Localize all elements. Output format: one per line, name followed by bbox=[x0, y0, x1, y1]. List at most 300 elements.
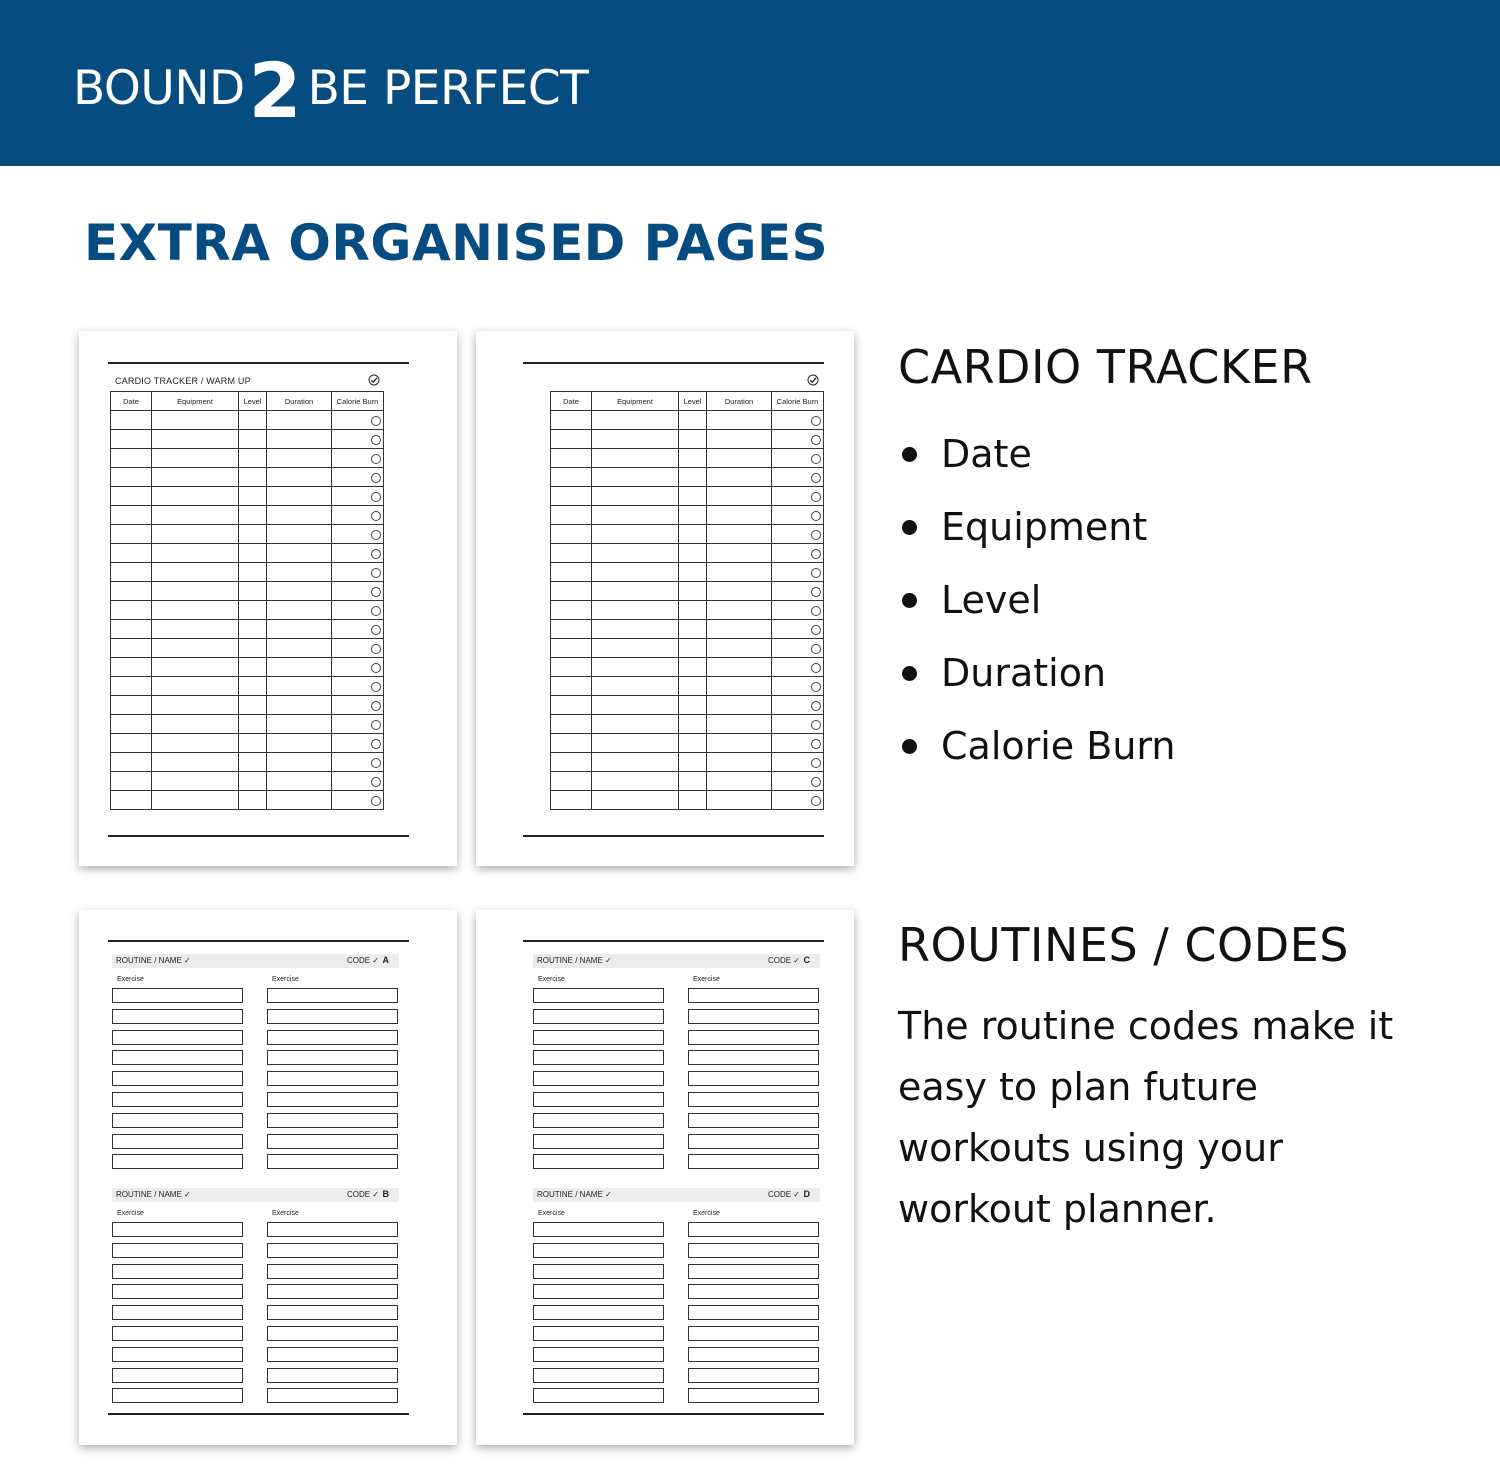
table-cell bbox=[332, 791, 384, 810]
table-cell bbox=[152, 715, 239, 734]
table-cell bbox=[239, 715, 267, 734]
table-cell bbox=[267, 525, 332, 544]
table-cell bbox=[111, 563, 152, 582]
top-rule bbox=[108, 362, 409, 364]
brand-word-left: BOUND bbox=[73, 61, 245, 116]
table-cell bbox=[679, 468, 707, 487]
table-cell bbox=[551, 563, 592, 582]
table-cell bbox=[152, 487, 239, 506]
table-cell bbox=[592, 582, 679, 601]
table-cell bbox=[111, 582, 152, 601]
exercise-box bbox=[112, 1347, 243, 1362]
table-row bbox=[551, 791, 824, 810]
table-row bbox=[551, 544, 824, 563]
table-cell bbox=[679, 696, 707, 715]
table-cell bbox=[111, 772, 152, 791]
exercise-box bbox=[112, 1243, 243, 1258]
checkbox-circle-icon bbox=[371, 511, 381, 521]
table-cell bbox=[551, 734, 592, 753]
routine-code-letter: B bbox=[382, 1189, 389, 1199]
table-cell bbox=[332, 468, 384, 487]
routine-code-label: CODE ✓ bbox=[767, 1190, 800, 1199]
table-cell bbox=[679, 449, 707, 468]
exercise-box bbox=[112, 1368, 243, 1383]
table-cell bbox=[239, 525, 267, 544]
exercise-box bbox=[267, 1222, 398, 1237]
feature-item: Level bbox=[900, 564, 1175, 637]
exercise-label: Exercise bbox=[272, 976, 299, 983]
exercise-box bbox=[112, 1305, 243, 1320]
exercise-label: Exercise bbox=[117, 976, 144, 983]
exercise-box bbox=[267, 1030, 398, 1045]
table-cell bbox=[111, 715, 152, 734]
routine-name-label: ROUTINE / NAME ✓ bbox=[537, 1190, 612, 1199]
cardio-table bbox=[550, 391, 824, 810]
table-row bbox=[111, 563, 384, 582]
table-cell bbox=[111, 411, 152, 430]
table-cell bbox=[267, 430, 332, 449]
checkbox-circle-icon bbox=[811, 454, 821, 464]
column-header: Level bbox=[239, 392, 267, 411]
table-row bbox=[111, 696, 384, 715]
table-cell bbox=[772, 430, 824, 449]
table-cell bbox=[332, 734, 384, 753]
exercise-box bbox=[533, 1222, 664, 1237]
routine-code-letter: C bbox=[803, 955, 810, 965]
table-cell bbox=[332, 753, 384, 772]
table-cell bbox=[152, 601, 239, 620]
checkbox-circle-icon bbox=[811, 644, 821, 654]
table-cell bbox=[332, 525, 384, 544]
table-row bbox=[111, 734, 384, 753]
checkbox-circle-icon bbox=[371, 606, 381, 616]
table-cell bbox=[592, 753, 679, 772]
brand-word-right: BE PERFECT bbox=[307, 61, 589, 116]
checkbox-circle-icon bbox=[371, 454, 381, 464]
table-cell bbox=[772, 620, 824, 639]
table-cell bbox=[592, 658, 679, 677]
table-cell bbox=[707, 525, 772, 544]
table-cell bbox=[152, 753, 239, 772]
table-cell bbox=[267, 639, 332, 658]
exercise-box bbox=[112, 1284, 243, 1299]
table-cell bbox=[772, 582, 824, 601]
table-cell bbox=[152, 696, 239, 715]
description-line: workouts using your bbox=[898, 1126, 1283, 1170]
exercise-box bbox=[688, 1326, 819, 1341]
table-row bbox=[551, 658, 824, 677]
table-cell bbox=[332, 601, 384, 620]
table-cell bbox=[267, 487, 332, 506]
checkbox-circle-icon bbox=[811, 587, 821, 597]
table-cell bbox=[592, 411, 679, 430]
table-cell bbox=[332, 715, 384, 734]
exercise-box bbox=[688, 1134, 819, 1149]
table-cell bbox=[152, 677, 239, 696]
exercise-box bbox=[688, 1113, 819, 1128]
table-row bbox=[111, 449, 384, 468]
table-cell bbox=[679, 734, 707, 753]
table-cell bbox=[239, 449, 267, 468]
table-cell bbox=[239, 677, 267, 696]
table-cell bbox=[551, 487, 592, 506]
table-row bbox=[111, 544, 384, 563]
exercise-label: Exercise bbox=[272, 1210, 299, 1217]
table-cell bbox=[707, 601, 772, 620]
table-cell bbox=[551, 468, 592, 487]
table-cell bbox=[707, 506, 772, 525]
exercise-box bbox=[688, 1347, 819, 1362]
table-cell bbox=[679, 506, 707, 525]
table-cell bbox=[707, 772, 772, 791]
exercise-box bbox=[533, 1368, 664, 1383]
exercise-box bbox=[688, 1368, 819, 1383]
checkbox-circle-icon bbox=[371, 492, 381, 502]
table-cell bbox=[551, 582, 592, 601]
checkbox-circle-icon bbox=[811, 720, 821, 730]
table-cell bbox=[332, 620, 384, 639]
table-cell bbox=[772, 506, 824, 525]
exercise-box bbox=[533, 1009, 664, 1024]
table-row bbox=[111, 487, 384, 506]
checkbox-circle-icon bbox=[811, 682, 821, 692]
column-header: Date bbox=[111, 392, 152, 411]
table-cell bbox=[332, 677, 384, 696]
header-band bbox=[0, 0, 1500, 166]
table-cell bbox=[267, 696, 332, 715]
table-cell bbox=[152, 582, 239, 601]
table-cell bbox=[592, 525, 679, 544]
table-cell bbox=[332, 563, 384, 582]
table-cell bbox=[772, 791, 824, 810]
table-cell bbox=[707, 734, 772, 753]
exercise-box bbox=[112, 1154, 243, 1169]
exercise-box bbox=[112, 1264, 243, 1279]
exercise-box bbox=[688, 1050, 819, 1065]
exercise-box bbox=[267, 1154, 398, 1169]
table-row bbox=[111, 753, 384, 772]
table-cell bbox=[267, 734, 332, 753]
table-row bbox=[111, 715, 384, 734]
cardio-table-body bbox=[111, 411, 384, 810]
table-cell bbox=[679, 639, 707, 658]
table-cell bbox=[239, 734, 267, 753]
table-cell bbox=[267, 658, 332, 677]
table-row bbox=[551, 620, 824, 639]
table-cell bbox=[111, 734, 152, 753]
exercise-box bbox=[533, 1030, 664, 1045]
exercise-box bbox=[533, 1154, 664, 1169]
table-cell bbox=[111, 658, 152, 677]
table-cell bbox=[707, 791, 772, 810]
table-cell bbox=[679, 411, 707, 430]
top-rule bbox=[523, 362, 824, 364]
exercise-box bbox=[112, 1326, 243, 1341]
exercise-box bbox=[112, 988, 243, 1003]
exercise-label: Exercise bbox=[538, 1210, 565, 1217]
cardio-table-body bbox=[551, 411, 824, 810]
checkbox-circle-icon bbox=[811, 796, 821, 806]
exercise-box bbox=[267, 1368, 398, 1383]
table-cell bbox=[679, 677, 707, 696]
table-cell bbox=[679, 544, 707, 563]
table-cell bbox=[772, 677, 824, 696]
table-cell bbox=[772, 772, 824, 791]
table-cell bbox=[152, 772, 239, 791]
table-cell bbox=[111, 601, 152, 620]
table-cell bbox=[267, 449, 332, 468]
table-cell bbox=[111, 487, 152, 506]
table-cell bbox=[551, 449, 592, 468]
table-cell bbox=[772, 487, 824, 506]
table-cell bbox=[707, 468, 772, 487]
table-cell bbox=[707, 487, 772, 506]
cardio-sheet-title: CARDIO TRACKER / WARM UP bbox=[115, 376, 251, 386]
exercise-box bbox=[533, 1243, 664, 1258]
exercise-box bbox=[112, 1388, 243, 1403]
table-cell bbox=[332, 544, 384, 563]
table-cell bbox=[707, 544, 772, 563]
checkbox-circle-icon bbox=[811, 701, 821, 711]
table-cell bbox=[111, 525, 152, 544]
table-cell bbox=[239, 620, 267, 639]
exercise-box bbox=[267, 1071, 398, 1086]
table-cell bbox=[152, 525, 239, 544]
table-cell bbox=[239, 506, 267, 525]
table-cell bbox=[707, 411, 772, 430]
bottom-rule bbox=[523, 1413, 824, 1415]
bottom-rule bbox=[523, 835, 824, 837]
table-cell bbox=[707, 582, 772, 601]
exercise-box bbox=[267, 1092, 398, 1107]
feature-item: Calorie Burn bbox=[900, 710, 1175, 783]
routine-name-label: ROUTINE / NAME ✓ bbox=[537, 956, 612, 965]
table-cell bbox=[111, 430, 152, 449]
checkbox-circle-icon bbox=[811, 511, 821, 521]
checkbox-circle-icon bbox=[371, 720, 381, 730]
table-row bbox=[111, 620, 384, 639]
table-cell bbox=[332, 658, 384, 677]
bottom-rule bbox=[108, 835, 409, 837]
exercise-box bbox=[533, 1305, 664, 1320]
checkbox-circle-icon bbox=[371, 739, 381, 749]
table-cell bbox=[551, 658, 592, 677]
exercise-box bbox=[267, 1243, 398, 1258]
table-row bbox=[551, 715, 824, 734]
routine-sheet-right bbox=[476, 910, 854, 1445]
table-cell bbox=[551, 772, 592, 791]
exercise-box bbox=[533, 988, 664, 1003]
table-row bbox=[111, 601, 384, 620]
table-cell bbox=[551, 620, 592, 639]
table-row bbox=[551, 639, 824, 658]
table-row bbox=[551, 506, 824, 525]
checkbox-circle-icon bbox=[811, 473, 821, 483]
table-row bbox=[551, 411, 824, 430]
routine-code-letter: A bbox=[382, 955, 389, 965]
checkbox-circle-icon bbox=[371, 758, 381, 768]
column-header: Calorie Burn bbox=[772, 392, 824, 411]
description-line: The routine codes make it bbox=[898, 1004, 1394, 1048]
exercise-box bbox=[267, 1284, 398, 1299]
table-row bbox=[551, 563, 824, 582]
routines-feature-heading: ROUTINES / CODES bbox=[898, 918, 1349, 972]
exercise-box bbox=[533, 1113, 664, 1128]
table-cell bbox=[772, 544, 824, 563]
table-row bbox=[111, 430, 384, 449]
top-rule bbox=[523, 940, 824, 942]
table-cell bbox=[592, 563, 679, 582]
table-row bbox=[551, 487, 824, 506]
exercise-box bbox=[112, 1092, 243, 1107]
exercise-box bbox=[533, 1264, 664, 1279]
table-cell bbox=[592, 696, 679, 715]
brand-logo bbox=[73, 46, 589, 135]
exercise-box bbox=[267, 1388, 398, 1403]
checkbox-circle-icon bbox=[811, 416, 821, 426]
table-cell bbox=[551, 696, 592, 715]
table-cell bbox=[772, 468, 824, 487]
table-cell bbox=[152, 658, 239, 677]
routine-header-bar bbox=[112, 954, 399, 968]
table-cell bbox=[592, 487, 679, 506]
table-cell bbox=[679, 582, 707, 601]
exercise-label: Exercise bbox=[693, 976, 720, 983]
table-cell bbox=[551, 791, 592, 810]
checkbox-circle-icon bbox=[811, 492, 821, 502]
table-cell bbox=[239, 411, 267, 430]
table-cell bbox=[772, 715, 824, 734]
checkbox-circle-icon bbox=[811, 435, 821, 445]
checkbox-circle-icon bbox=[371, 777, 381, 787]
table-cell bbox=[592, 620, 679, 639]
table-cell bbox=[551, 411, 592, 430]
table-cell bbox=[551, 506, 592, 525]
table-cell bbox=[267, 563, 332, 582]
checkbox-circle-icon bbox=[371, 530, 381, 540]
table-cell bbox=[551, 430, 592, 449]
table-cell bbox=[332, 696, 384, 715]
table-cell bbox=[707, 620, 772, 639]
description-line: workout planner. bbox=[898, 1187, 1217, 1231]
table-row bbox=[111, 658, 384, 677]
table-cell bbox=[267, 753, 332, 772]
checkbox-circle-icon bbox=[811, 777, 821, 787]
table-row bbox=[111, 791, 384, 810]
exercise-label: Exercise bbox=[538, 976, 565, 983]
table-cell bbox=[332, 411, 384, 430]
table-cell bbox=[551, 639, 592, 658]
table-row bbox=[551, 601, 824, 620]
routine-code-letter: D bbox=[803, 1189, 810, 1199]
table-cell bbox=[267, 468, 332, 487]
table-cell bbox=[332, 430, 384, 449]
table-cell bbox=[551, 601, 592, 620]
exercise-box bbox=[688, 1264, 819, 1279]
table-cell bbox=[267, 620, 332, 639]
table-cell bbox=[152, 639, 239, 658]
exercise-box bbox=[688, 1305, 819, 1320]
table-cell bbox=[152, 506, 239, 525]
table-cell bbox=[679, 753, 707, 772]
column-header: Equipment bbox=[592, 392, 679, 411]
exercise-box bbox=[267, 1134, 398, 1149]
checkbox-circle-icon bbox=[811, 625, 821, 635]
table-cell bbox=[239, 582, 267, 601]
routines-feature-description bbox=[898, 996, 1458, 1240]
section-title: EXTRA ORGANISED PAGES bbox=[84, 214, 829, 272]
table-cell bbox=[772, 658, 824, 677]
table-cell bbox=[551, 525, 592, 544]
table-cell bbox=[707, 658, 772, 677]
table-cell bbox=[152, 620, 239, 639]
table-cell bbox=[679, 620, 707, 639]
checkbox-circle-icon bbox=[811, 549, 821, 559]
checkbox-circle-icon bbox=[811, 663, 821, 673]
table-cell bbox=[772, 753, 824, 772]
table-cell bbox=[239, 487, 267, 506]
table-cell bbox=[267, 601, 332, 620]
table-row bbox=[551, 677, 824, 696]
table-cell bbox=[707, 449, 772, 468]
routine-header-bar bbox=[112, 1188, 399, 1202]
table-cell bbox=[239, 772, 267, 791]
exercise-box bbox=[267, 1009, 398, 1024]
table-cell bbox=[679, 715, 707, 734]
table-row bbox=[551, 772, 824, 791]
table-cell bbox=[152, 544, 239, 563]
bottom-rule bbox=[108, 1413, 409, 1415]
table-cell bbox=[592, 468, 679, 487]
table-row bbox=[111, 468, 384, 487]
table-row bbox=[111, 772, 384, 791]
table-cell bbox=[267, 772, 332, 791]
table-cell bbox=[111, 677, 152, 696]
table-cell bbox=[707, 715, 772, 734]
routine-header-bar bbox=[533, 954, 820, 968]
cardio-table bbox=[110, 391, 384, 810]
checkbox-circle-icon bbox=[811, 606, 821, 616]
table-cell bbox=[152, 563, 239, 582]
feature-item: Duration bbox=[900, 637, 1175, 710]
table-cell bbox=[592, 506, 679, 525]
table-cell bbox=[772, 525, 824, 544]
table-row bbox=[111, 639, 384, 658]
checkbox-circle-icon bbox=[371, 796, 381, 806]
exercise-box bbox=[267, 1050, 398, 1065]
checkbox-circle-icon bbox=[371, 473, 381, 483]
table-row bbox=[551, 525, 824, 544]
table-cell bbox=[679, 525, 707, 544]
exercise-box bbox=[267, 988, 398, 1003]
exercise-box bbox=[267, 1305, 398, 1320]
table-cell bbox=[267, 677, 332, 696]
exercise-box bbox=[112, 1134, 243, 1149]
feature-item: Equipment bbox=[900, 491, 1175, 564]
exercise-box bbox=[688, 1243, 819, 1258]
table-row bbox=[551, 753, 824, 772]
table-cell bbox=[592, 639, 679, 658]
table-cell bbox=[679, 563, 707, 582]
table-cell bbox=[592, 772, 679, 791]
table-cell bbox=[707, 563, 772, 582]
table-cell bbox=[679, 791, 707, 810]
exercise-box bbox=[688, 1154, 819, 1169]
checkbox-circle-icon bbox=[371, 435, 381, 445]
table-row bbox=[111, 506, 384, 525]
table-cell bbox=[239, 563, 267, 582]
exercise-box bbox=[533, 1347, 664, 1362]
